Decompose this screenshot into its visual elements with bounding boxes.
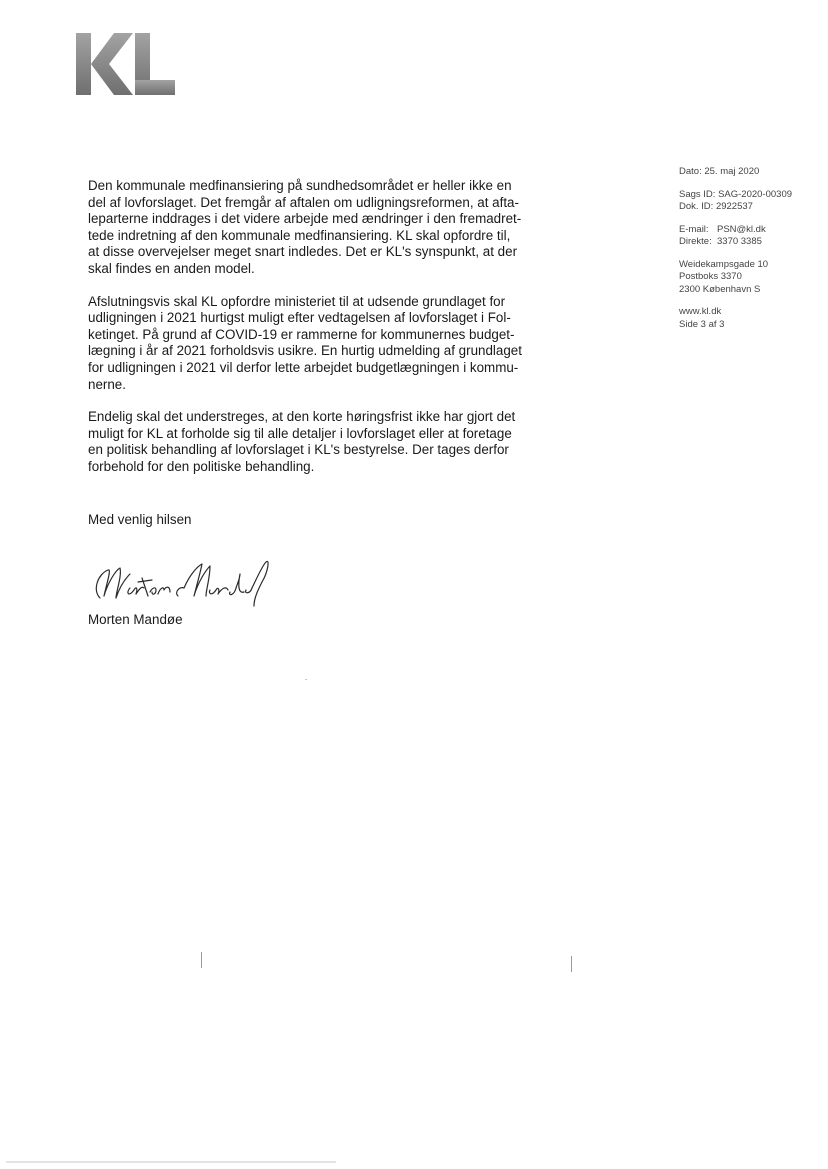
website-link[interactable]: www.kl.dk: [679, 306, 722, 317]
scan-speck: [305, 679, 307, 680]
letter-body: [88, 178, 563, 492]
closing-greeting: Med venlig hilsen: [88, 512, 192, 527]
scan-edge-line: [6, 1161, 336, 1163]
paragraph-medfinansiering: [88, 178, 563, 278]
scan-mark: [201, 952, 202, 968]
text-line: en politisk behandling af lovforslaget i KL's bestyrelse. Der tages derfor: [88, 442, 509, 458]
phone-label: Direkte:: [679, 236, 712, 247]
date-text: Dato: 25. maj 2020: [679, 166, 760, 177]
contact-group: [679, 224, 819, 249]
text-line: Den kommunale medfinansiering på sundhedsområdet er heller ikke en: [88, 178, 512, 193]
document-id: Dok. ID: 2922537: [679, 201, 753, 212]
date-group: [679, 166, 819, 179]
address-line-3: 2300 København S: [679, 283, 761, 295]
email-label: E-mail:: [679, 223, 709, 235]
text-line: nerne.: [88, 376, 126, 392]
text-line: skal findes en anden model.: [88, 260, 255, 276]
text-line: ketinget. På grund af COVID-19 er rammerne for kommunernes budget-: [88, 326, 515, 342]
email-row: [679, 224, 819, 237]
kl-logo: [76, 33, 176, 95]
case-ids-group: [679, 189, 819, 214]
text-line: Afslutningsvis skal KL opfordre ministeriet til at udsende grundlaget for: [88, 293, 506, 309]
web-group: [679, 306, 819, 331]
address-line-2: Postboks 3370: [679, 271, 742, 282]
case-id: Sags ID: SAG-2020-00309: [679, 188, 793, 200]
text-line: udligningen i 2021 hurtigst muligt efter vedtagelsen af lovforslaget i Fol-: [88, 310, 511, 326]
text-line: leparterne inddrages i det videre arbejde med ændringer i den fremadret-: [88, 211, 522, 227]
text-line: lægning i år af 2021 forholdsvis usikre. En hurtig udmelding af grundlaget: [88, 343, 522, 359]
phone-value: 3370 3385: [717, 236, 762, 247]
signer-name: Morten Mandøe: [88, 612, 183, 627]
text-line: Endelig skal det understreges, at den korte høringsfrist ikke har gjort det: [88, 409, 516, 425]
text-line: tede indretning af den kommunale medfinansiering. KL skal opfordre til,: [88, 227, 511, 243]
text-line: forbehold for den politiske behandling.: [88, 458, 315, 474]
paragraph-udligning: [88, 294, 563, 394]
text-line: at disse overvejelser meget snart indledes. Det er KL's synspunkt, at der: [88, 244, 518, 260]
email-value[interactable]: PSN@kl.dk: [717, 223, 766, 235]
text-line: del af lovforslaget. Det fremgår af aftalen om udligningsreformen, at afta-: [88, 194, 519, 210]
scan-mark: [571, 956, 572, 972]
phone-row: [679, 236, 819, 249]
paragraph-hoeringsfrist: [88, 409, 563, 475]
text-line: muligt for KL at forholde sig til alle detaljer i lovforslaget eller at foretage: [88, 425, 512, 441]
letter-meta-sidebar: [679, 166, 819, 341]
page-number: Side 3 af 3: [679, 318, 725, 330]
address-line-1: Weidekampsgade 10: [679, 258, 769, 270]
address-group: [679, 259, 819, 297]
handwritten-signature: [86, 552, 276, 614]
text-line: for udligningen i 2021 vil derfor lette arbejdet budgetlægningen i kommu-: [88, 359, 519, 375]
